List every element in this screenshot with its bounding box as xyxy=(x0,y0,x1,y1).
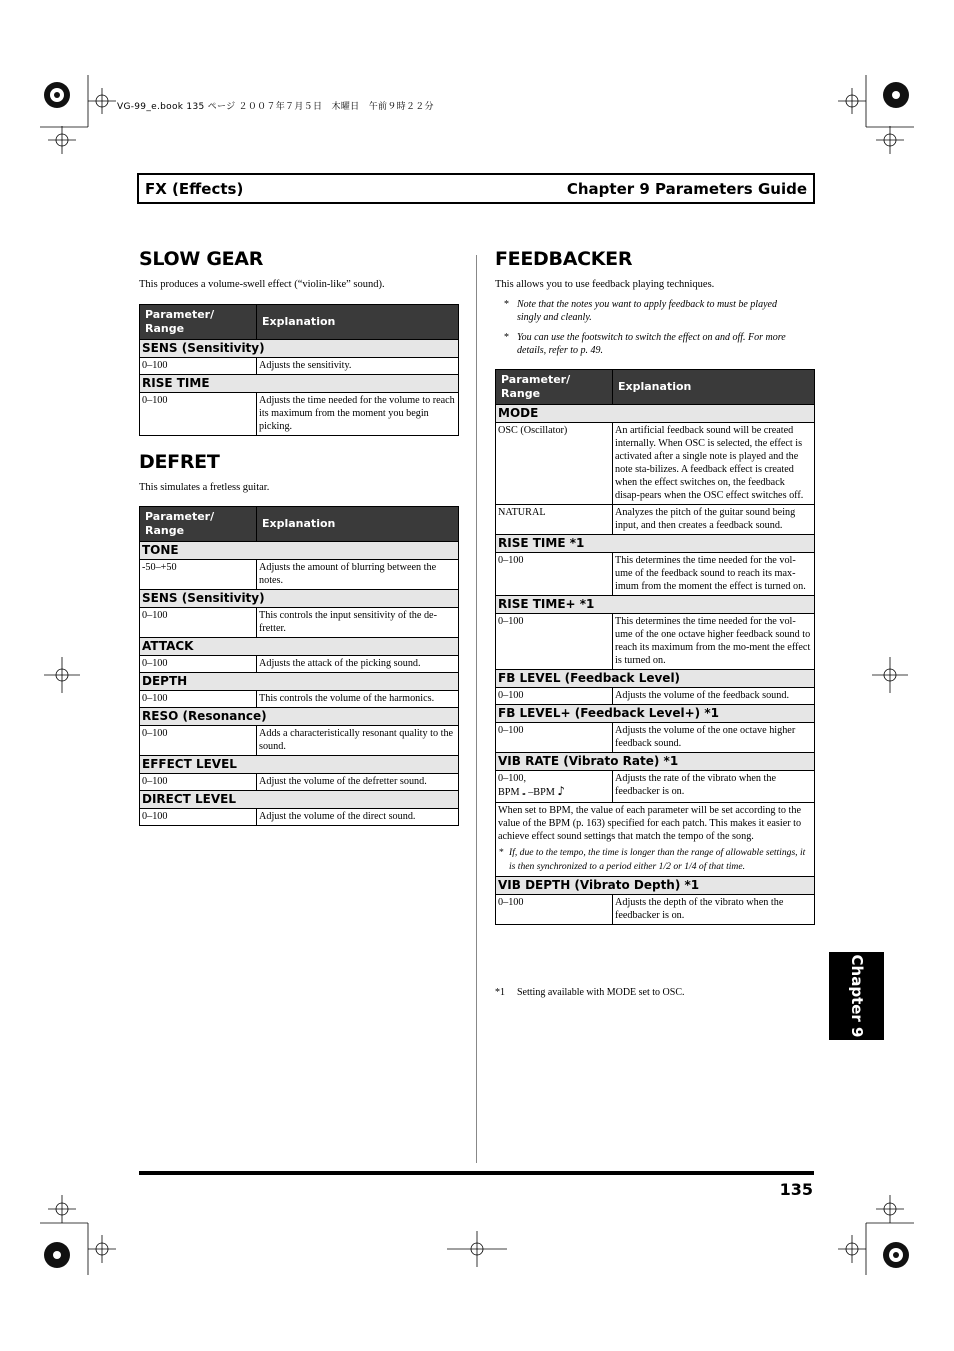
range-cell: NATURAL xyxy=(496,505,613,535)
explanation-cell: Adjusts the amount of blurring between the notes. xyxy=(257,560,459,590)
section-row: FB LEVEL+ (Feedback Level+) *1 xyxy=(496,705,815,723)
explanation-cell: Adjusts the volume of the one octave higher feedback sound. xyxy=(613,723,815,753)
section-row: DIRECT LEVEL xyxy=(140,791,459,809)
section-row: EFFECT LEVEL xyxy=(140,756,459,774)
range-cell: 0–100 xyxy=(140,691,257,708)
footnote: *1 Setting available with MODE set to OSC. xyxy=(495,987,685,998)
col-header-param: Parameter/ Range xyxy=(140,507,257,542)
explanation-cell: Adjusts the attack of the picking sound. xyxy=(257,656,459,673)
explanation-cell: Adjust the volume of the direct sound. xyxy=(257,809,459,826)
defret-table xyxy=(139,506,459,826)
range-cell: 0–100 xyxy=(140,393,257,436)
eighth-note-icon: ♪ xyxy=(557,784,566,798)
range-cell: 0–100 xyxy=(496,895,613,925)
section-row: RISE TIME xyxy=(140,375,459,393)
col-header-explanation: Explanation xyxy=(257,305,459,340)
explanation-cell: Adjusts the depth of the vibrato when the feedbacker is on. xyxy=(613,895,815,925)
explanation-cell: Adjusts the volume of the feedback sound. xyxy=(613,688,815,705)
section-row: VIB RATE (Vibrato Rate) *1 xyxy=(496,753,815,771)
range-cell: 0–100 xyxy=(140,809,257,826)
section-row: VIB DEPTH (Vibrato Depth) *1 xyxy=(496,877,815,895)
range-cell: -50–+50 xyxy=(140,560,257,590)
explanation-cell: Adds a characteristically resonant quality to the sound. xyxy=(257,726,459,756)
defret-intro: This simulates a fretless guitar. xyxy=(139,482,270,493)
explanation-cell: Adjusts the rate of the vibrato when the feedbacker is on. xyxy=(613,771,815,803)
explanation-cell: Analyzes the pitch of the guitar sound being input, and then creates a feedback sound. xyxy=(613,505,815,535)
col-header-explanation: Explanation xyxy=(613,370,815,405)
header-section-title: FX (Effects) xyxy=(145,180,244,198)
section-row: SENS (Sensitivity) xyxy=(140,340,459,358)
page-number: 135 xyxy=(779,1180,813,1199)
explanation-cell: This controls the volume of the harmonics. xyxy=(257,691,459,708)
range-cell: 0–100 xyxy=(496,614,613,670)
explanation-cell: This controls the input sensitivity of the de-fretter. xyxy=(257,608,459,638)
col-header-explanation: Explanation xyxy=(257,507,459,542)
range-cell: 0–100 xyxy=(140,774,257,791)
feedbacker-note: * Note that the notes you want to apply feedback to must be played singly and cleanly. xyxy=(504,299,777,323)
bpm-sub-note: * If, due to the tempo, the time is longer than the range of allowable settings, it is then synchronized to a period either 1/2 or 1/4 of that time. xyxy=(499,847,806,872)
explanation-cell: An artificial feedback sound will be created internally. When OSC is selected, the effect is activated after a single note is played and the note sta-bilizes. A feedback effect is created when the effect switches on, the feedback disap-pears when the OSC effect switches off. xyxy=(613,423,815,505)
range-cell: 0–100 xyxy=(140,726,257,756)
col-header-param: Parameter/ Range xyxy=(140,305,257,340)
range-cell: 0–100 xyxy=(140,358,257,375)
header-chapter-title: Chapter 9 Parameters Guide xyxy=(566,180,807,198)
feedbacker-intro: This allows you to use feedback playing techniques. xyxy=(495,279,715,290)
feedbacker-table xyxy=(495,369,815,925)
feedbacker-heading: FEEDBACKER xyxy=(495,248,633,270)
range-cell: 0–100 xyxy=(140,656,257,673)
col-header-param: Parameter/ Range xyxy=(496,370,613,405)
bpm-explanation-cell: When set to BPM, the value of each parameter will be set according to the value of the BPM (p. 163) specified for each patch. This makes it easier to achieve effect sound settings that match the tempo of the song. * If, due to the tempo, the time is longer than the range of allowable settings, it is then synchronized to a period either 1/2 or 1/4 of that time. xyxy=(496,803,815,877)
defret-heading: DEFRET xyxy=(139,451,220,473)
slow-gear-heading: SLOW GEAR xyxy=(139,248,264,270)
explanation-cell: This determines the time needed for the vol-ume of the one octave higher feedback sound to reach its maximum from the mo-ment the effect is turned on. xyxy=(613,614,815,670)
explanation-cell: This determines the time needed for the vol-ume of the feedback sound to reach its max-imum from the moment the effect is turned on. xyxy=(613,553,815,596)
feedbacker-note: * You can use the footswitch to switch the effect on and off. For more details, refer to p. 49. xyxy=(504,332,786,356)
range-cell: 0–100 xyxy=(496,688,613,705)
range-cell: 0–100, BPM 𝅝 –BPM ♪ xyxy=(496,771,613,803)
column-divider xyxy=(476,255,477,1163)
section-row: RISE TIME *1 xyxy=(496,535,815,553)
range-cell: 0–100 xyxy=(140,608,257,638)
section-row: TONE xyxy=(140,542,459,560)
explanation-cell: Adjusts the sensitivity. xyxy=(257,358,459,375)
explanation-cell: Adjusts the time needed for the volume to reach its maximum from the moment you begin picking. xyxy=(257,393,459,436)
range-cell: 0–100 xyxy=(496,553,613,596)
range-cell: OSC (Oscillator) xyxy=(496,423,613,505)
explanation-cell: Adjust the volume of the defretter sound. xyxy=(257,774,459,791)
section-row: SENS (Sensitivity) xyxy=(140,590,459,608)
slow-gear-intro: This produces a volume-swell effect (“violin-like” sound). xyxy=(139,279,385,290)
running-header xyxy=(137,173,815,204)
chapter-tab: Chapter 9 xyxy=(829,952,884,1040)
footer-rule xyxy=(139,1171,814,1175)
section-row: ATTACK xyxy=(140,638,459,656)
section-row: RISE TIME+ *1 xyxy=(496,596,815,614)
slow-gear-table xyxy=(139,304,459,436)
section-row: FB LEVEL (Feedback Level) xyxy=(496,670,815,688)
section-row: DEPTH xyxy=(140,673,459,691)
section-row: MODE xyxy=(496,405,815,423)
section-row: RESO (Resonance) xyxy=(140,708,459,726)
range-cell: 0–100 xyxy=(496,723,613,753)
print-file-stamp: VG-99_e.book 135 ページ ２００７年７月５日 木曜日 午前９時２２分 xyxy=(117,102,434,112)
whole-note-icon: 𝅝 xyxy=(522,788,526,798)
